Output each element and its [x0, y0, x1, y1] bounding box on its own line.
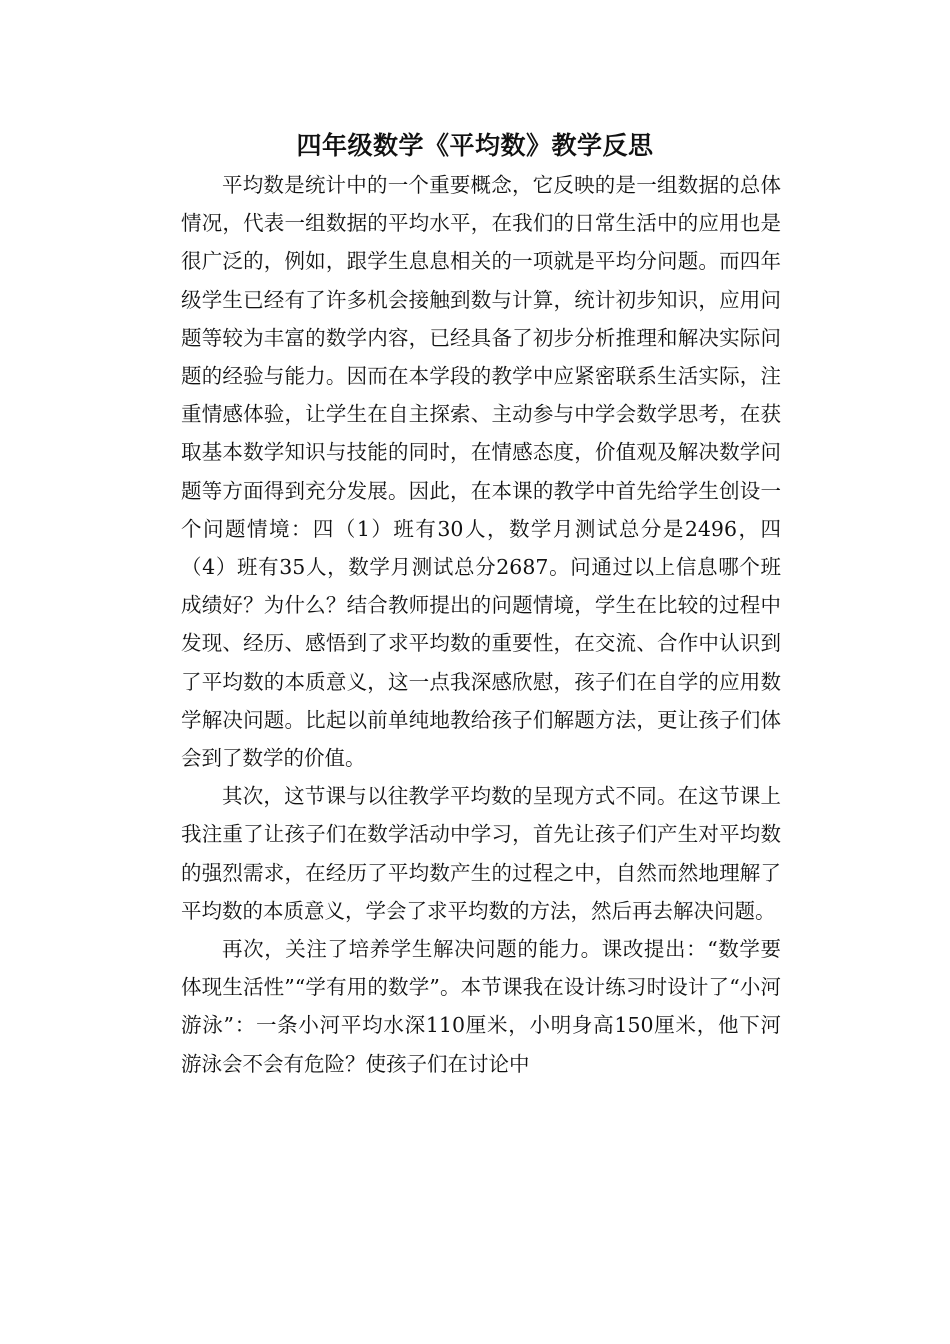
document-title: 四年级数学《平均数》教学反思: [296, 131, 654, 160]
paragraph-intro: 平均数是统计中的一个重要概念，它反映的是一组数据的总体情况，代表一组数据的平均水平，在我们的日常生活中的应用也是很广泛的，例如，跟学生息息相关的一项就是平均分问题。而四年级学生已经有了许多机会接触到数与计算，统计初步知识，应用问题等较为丰富的数学内容，已经具备了初步分析推理和解决实际问题的经验与能力。因而在本学段的教学中应紧密联系生活实际，注重情感体验，让学生在自主探索、主动参与中学会数学思考，在获取基本数学知识与技能的同时，在情感态度，价值观及解决数学问题等方面得到充分发展。因此，在本课的教学中首先给学生创设一个问题情境：四（1）班有30人，数学月测试总分是2496，四（4）班有35人，数学月测试总分2687。问通过以上信息哪个班成绩好？为什么？结合教师提出的问题情境，学生在比较的过程中发现、经历、感悟到了求平均数的重要性，在交流、合作中认识到了平均数的本质意义，这一点我深感欣慰，孩子们在自学的应用数学解决问题。比起以前单纯地教给孩子们解题方法，更让孩子们体会到了数学的价值。: [181, 173, 781, 771]
paragraph-third: 再次，关注了培养学生解决问题的能力。课改提出：“数学要体现生活性”“学有用的数学”。本节课我在设计练习时设计了“小河游泳”：一条小河平均水深110厘米，小明身高150厘米，他下河游泳会不会有危险？使孩子们在讨论中: [181, 937, 781, 1076]
document-body: [181, 166, 781, 1083]
paragraph-second: 其次，这节课与以往教学平均数的呈现方式不同。在这节课上我注重了让孩子们在数学活动中学习，首先让孩子们产生对平均数的强烈需求，在经历了平均数产生的过程之中，自然而然地理解了平均数的本质意义，学会了求平均数的方法，然后再去解决问题。: [181, 784, 781, 923]
